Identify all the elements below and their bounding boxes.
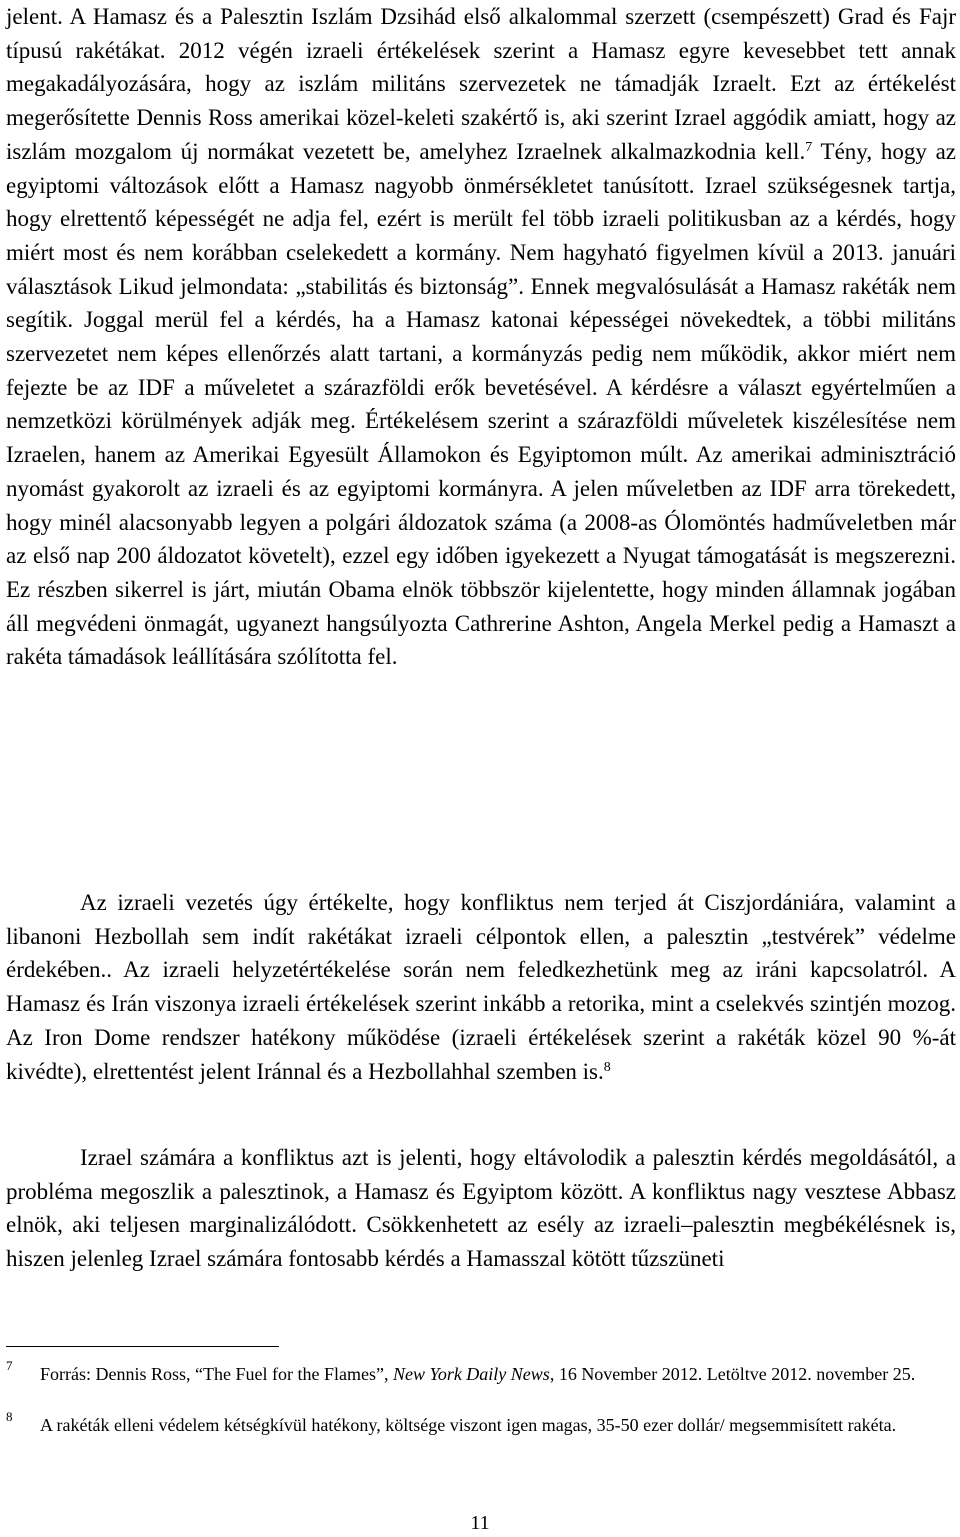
footnote-ref-8[interactable]: 8	[603, 1059, 611, 1075]
footnote-7-source: Forrás: Dennis Ross, “The Fuel for the Flames”,	[40, 1364, 393, 1384]
paragraph-1-text-b: Tény, hogy az egyiptomi változások előtt a Hamasz nagyobb önmérsékletet tanúsított. Izrael szükségesnek tartja, hogy elrettentő képességét ne adja fel, ezért is merült fel több izraeli politikusban az a kérdés, hogy miért most és nem korábban cselekedett a kormány. Nem hagyható figyelmen kívül a 2013. januári választások Likud jelmondata: „stabilitás és biztonság”. Ennek megvalósulását a Hamasz rakéták nem segítik. Joggal merül fel a kérdés, ha a Hamasz katonai képességei növekedtek, a többi militáns szervezetet nem képes ellenőrzés alatt tartani, a kormányzás pedig nem működik, akkor miért nem fejezte be az IDF a műveletet a szárazföldi erők bevetésével. A kérdésre a választ egyértelműen a nemzetközi körülmények adják meg. Értékelésem szerint a szárazföldi műveletek kiszélesítése nem Izraelen, hanem az Amerikai Egyesült Államokon és Egyiptomon múlt. Az amerikai adminisztráció nyomást gyakorolt az izraeli és az egyiptomi kormányra. A jelen műveletben az IDF arra törekedett, hogy minél alacsonyabb legyen a polgári áldozatok száma (a 2008-as Ólomöntés hadműveletben már az első nap 200 áldozatot követelt), ezzel egy időben igyekezett a Nyugat támogatását is megszerezni. Ez részben sikerrel is járt, miután Obama elnök többször kijelentette, hogy minden államnak jogában áll megvédeni önmagát, ugyanezt hangsúlyozta Cathrerine Ashton, Angela Merkel pedig a Hamaszt a rakéta támadások leállítására szólította fel.	[6, 138, 957, 670]
footnote-ref-7[interactable]: 7	[805, 139, 813, 155]
footnote-7-publication: New York Daily News	[392, 1364, 550, 1384]
footnote-separator	[6, 1346, 279, 1347]
footnote-7-number: 7	[6, 1358, 13, 1373]
paragraph-2-text: Az izraeli vezetés úgy értékelte, hogy konfliktus nem terjed át Ciszjordániára, valamint a libanoni Hezbollah sem indít rakétákat izraeli célpontok ellen, a palesztin „testvérek” védelme érdekében.. Az izraeli helyzetértékelése során nem feledkezhetünk meg az iráni kapcsolatról. A Hamasz és Irán viszonya izraeli értékelések szerint inkább a retorika, mint a cselekvés szintjén mozog. Az Iron Dome rendszer hatékony működése (izraeli értékelések szerint a rakéták közel 90 %-át kivédte), elrettentést jelent Iránnal és a Hezbollahhal szemben is.	[6, 890, 956, 1084]
paragraph-3-text: Izrael számára a konfliktus azt is jelenti, hogy eltávolodik a palesztin kérdés megoldásától, a probléma megoszlik a palesztinok, a Hamasz és Egyiptom között. A konfliktus nagy vesztese Abbasz elnök, aki teljesen marginalizálódott. Csökkenhetett az esély az izraeli–palesztin megbékélésnek is, hiszen jelenleg Izrael számára fontosabb kérdés a Hamasszal kötött tűzszüneti	[6, 1145, 956, 1272]
paragraph-1-text-a: jelent. A Hamasz és a Palesztin Iszlám Dzsihád első alkalommal szerzett (csempészett) Grad és Fajr típusú rakétákat. 2012 végén izraeli értékelések szerint a Hamasz egyre kevesebbet tett annak megakadályozására, hogy az iszlám militáns szervezetek ne támadják Izraelt. Ezt az értékelést megerősítette Dennis Ross amerikai közel-keleti szakértő is, aki szerint Izrael aggódik amiatt, hogy az iszlám mozgalom új normákat vezetett be, amelyhez Izraelnek alkalmazkodnia kell.	[6, 4, 956, 164]
footnote-7-text	[40, 1362, 956, 1387]
paragraph-2	[6, 886, 956, 1088]
paragraph-1	[6, 0, 956, 674]
footnote-8-number: 8	[6, 1409, 13, 1424]
footnote-7-date: , 16 November 2012. Letöltve 2012. november 25.	[549, 1364, 916, 1384]
page-number: 11	[470, 1512, 490, 1534]
footnote-8-text: A rakéták elleni védelem kétségkívül hatékony, költsége viszont igen magas, 35-50 ezer dollár/ megsemmisített rakéta.	[40, 1415, 897, 1435]
paragraph-3	[6, 1141, 956, 1276]
